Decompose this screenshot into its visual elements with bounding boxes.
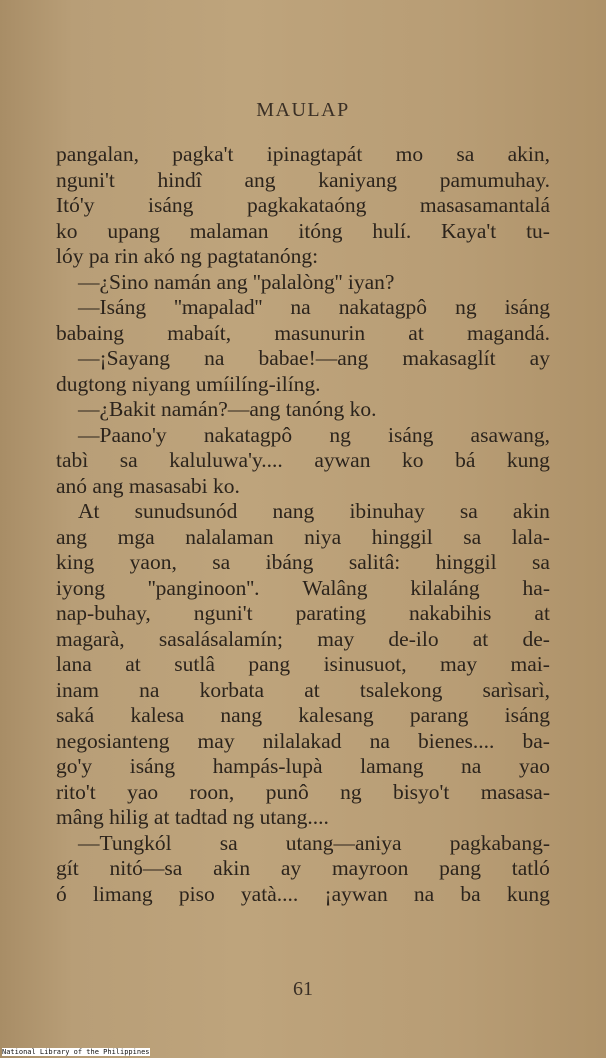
text-line: tabì sa kaluluwa'y.... aywan ko bá kung xyxy=(56,448,550,472)
text-line: lóy pa rin akó ng pagtatanóng: xyxy=(56,244,319,268)
text-line: —¡Sayang na babae!—ang makasaglít ay xyxy=(78,346,550,370)
body-text xyxy=(56,142,550,907)
text-line: babaing mabaít, masunurin at magandá. xyxy=(56,320,550,345)
text-line: ó limang piso yatà.... ¡aywan na ba kung xyxy=(56,881,550,906)
text-line: —Isáng ''mapalad'' na nakatagpô ng isáng xyxy=(78,295,550,319)
text-line: —¿Sino namán ang ''palalòng'' iyan? xyxy=(78,269,395,294)
text-line: dugtong niyang umíilíng-ilíng. xyxy=(56,371,321,396)
text-line: go'y isáng hampás-lupà lamang na yao xyxy=(56,754,550,778)
text-line: —Tungkól sa utang—aniya pagkabang- xyxy=(78,830,550,855)
text-line: anó ang masasabi ko. xyxy=(56,473,240,498)
text-line: gít nitó—sa akin ay mayroon pang tatló xyxy=(56,856,550,880)
text-line: magarà, sasalásalamín; may de-ilo at de- xyxy=(56,626,550,651)
text-line: ang mga nalalaman niya hinggil sa lala- xyxy=(56,524,550,549)
text-line: rito't yao roon, punô ng bisyo't masasa- xyxy=(56,779,550,804)
text-line: At sunudsunód nang ibinuhay sa akin xyxy=(78,499,550,523)
text-line: pangalan, pagka't ipinagtapát mo sa akin, xyxy=(56,142,550,166)
text-line: inam na korbata at tsalekong sarìsarì, xyxy=(56,677,550,702)
text-line: nguni't hindî ang kaniyang pamumuhay. xyxy=(56,167,550,192)
text-line: Itó'y isáng pagkakataóng masasamantalá xyxy=(56,193,550,217)
library-credit: National Library of the Philippines xyxy=(2,1048,150,1056)
page-number: 61 xyxy=(293,978,313,1000)
text-line: iyong ''panginoon''. Walâng kilaláng ha- xyxy=(56,575,550,600)
text-line: —Paano'y nakatagpô ng isáng asawang, xyxy=(78,422,550,447)
text-line: negosianteng may nilalakad na bienes.... ba- xyxy=(56,728,550,753)
text-line: lana at sutlâ pang isinusuot, may mai- xyxy=(56,652,550,676)
text-line: nap-buhay, nguni't parating nakabihis at xyxy=(56,601,550,625)
text-line: ko upang malaman itóng hulí. Kaya't tu- xyxy=(56,218,550,243)
running-header: MAULAP xyxy=(256,99,350,121)
text-line: king yaon, sa ibáng salitâ: hinggil sa xyxy=(56,550,550,574)
text-line: mâng hilig at tadtad ng utang.... xyxy=(56,805,329,829)
text-line: —¿Bakit namán?—ang tanóng ko. xyxy=(78,397,377,421)
text-line: saká kalesa nang kalesang parang isáng xyxy=(56,703,550,727)
